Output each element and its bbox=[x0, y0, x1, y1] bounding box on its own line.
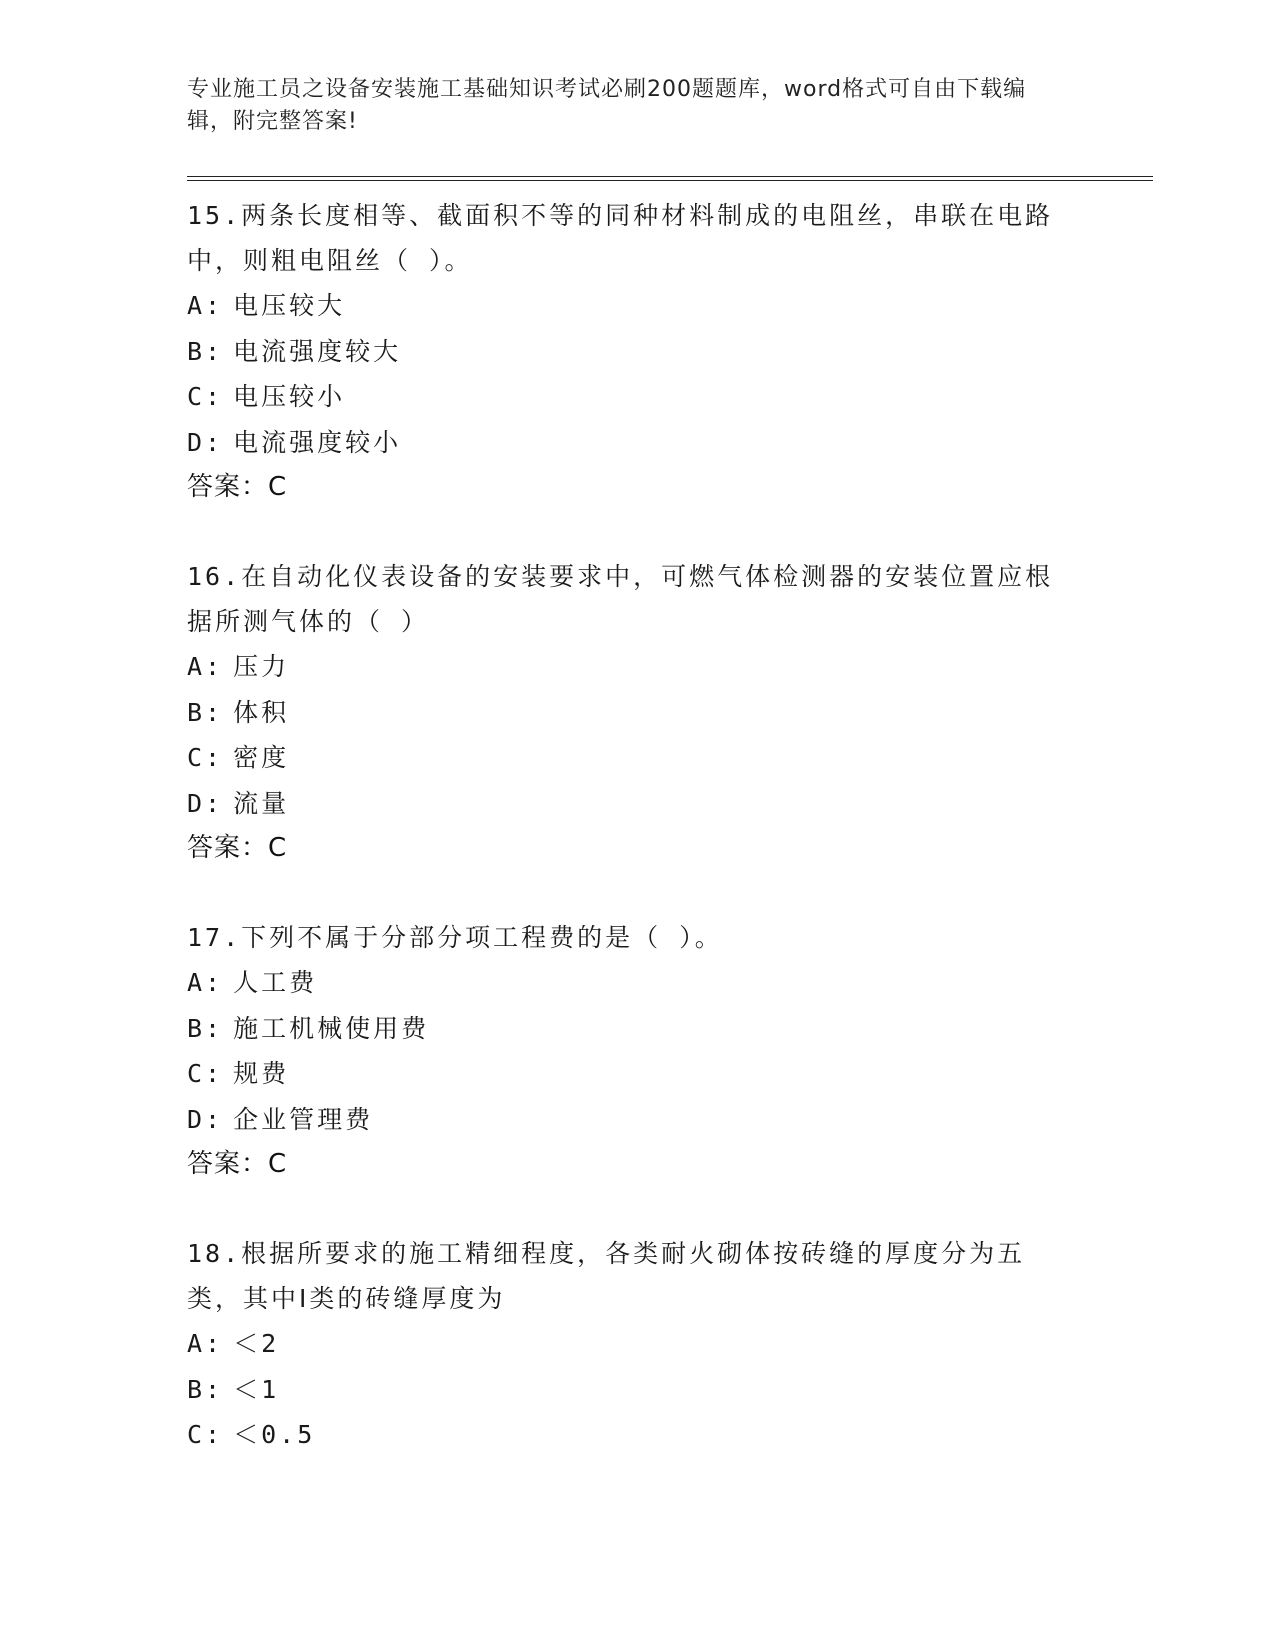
option-text: 体积 bbox=[233, 697, 290, 727]
option-letter: B: bbox=[187, 697, 224, 727]
option-list bbox=[187, 283, 1087, 465]
question-18 bbox=[187, 1231, 1087, 1458]
question-stem: 16.在自动化仪表设备的安装要求中，可燃气体检测器的安装位置应根据所测气体的（ ） bbox=[187, 562, 1054, 636]
option-letter: A: bbox=[187, 291, 224, 320]
option-d bbox=[187, 1097, 1087, 1143]
option-d bbox=[187, 420, 1087, 466]
option-letter: C: bbox=[187, 743, 224, 772]
option-d bbox=[187, 781, 1087, 827]
option-text: 电流强度较大 bbox=[233, 336, 402, 366]
option-text: 电压较小 bbox=[233, 382, 346, 411]
option-letter: A: bbox=[187, 1329, 224, 1358]
option-text: 电流强度较小 bbox=[233, 427, 402, 457]
option-text: 施工机械使用费 bbox=[233, 1013, 430, 1043]
option-a bbox=[187, 283, 1087, 329]
option-letter: B: bbox=[187, 1374, 224, 1404]
option-list bbox=[187, 1321, 1087, 1458]
option-letter: D: bbox=[187, 427, 224, 457]
question-16 bbox=[187, 554, 1087, 871]
option-letter: C: bbox=[187, 1420, 224, 1449]
option-text: 流量 bbox=[233, 788, 290, 818]
option-b bbox=[187, 1006, 1087, 1052]
option-list bbox=[187, 960, 1087, 1142]
option-list bbox=[187, 644, 1087, 826]
option-letter: A: bbox=[187, 652, 224, 681]
option-text: ＜0.5 bbox=[233, 1420, 316, 1449]
option-letter: B: bbox=[187, 1013, 224, 1043]
option-b bbox=[187, 1367, 1087, 1413]
option-b bbox=[187, 329, 1087, 375]
option-a bbox=[187, 1321, 1087, 1367]
question-17 bbox=[187, 915, 1087, 1187]
option-letter: D: bbox=[187, 1104, 224, 1134]
header-divider bbox=[187, 176, 1153, 181]
question-stem: 17.下列不属于分部分项工程费的是（ ）。 bbox=[187, 923, 723, 952]
option-text: 规费 bbox=[233, 1059, 290, 1088]
option-c bbox=[187, 1051, 1087, 1097]
option-letter: C: bbox=[187, 382, 224, 411]
option-text: 密度 bbox=[233, 743, 290, 772]
option-text: 电压较大 bbox=[233, 291, 346, 320]
answer-line: 答案：C bbox=[187, 1149, 288, 1179]
document-title: 专业施工员之设备安装施工基础知识考试必刷200题题库，word格式可自由下载编辑，附完整答案! bbox=[187, 77, 1027, 134]
option-letter: D: bbox=[187, 788, 224, 818]
option-text: ＜2 bbox=[233, 1329, 280, 1358]
option-c bbox=[187, 374, 1087, 420]
question-stem: 18.根据所要求的施工精细程度，各类耐火砌体按砖缝的厚度分为五类，其中Ⅰ类的砖缝厚度为 bbox=[187, 1239, 1026, 1313]
option-c bbox=[187, 735, 1087, 781]
option-c bbox=[187, 1412, 1087, 1458]
question-list bbox=[187, 193, 1087, 1502]
answer-line: 答案：C bbox=[187, 472, 288, 502]
option-letter: C: bbox=[187, 1059, 224, 1088]
answer-line: 答案：C bbox=[187, 833, 288, 863]
option-text: 企业管理费 bbox=[233, 1104, 374, 1134]
option-letter: A: bbox=[187, 968, 224, 997]
option-a bbox=[187, 644, 1087, 690]
option-text: 人工费 bbox=[233, 968, 318, 997]
option-b bbox=[187, 690, 1087, 736]
question-15 bbox=[187, 193, 1087, 510]
option-text: ＜1 bbox=[233, 1374, 280, 1404]
question-stem: 15.两条长度相等、截面积不等的同种材料制成的电阻丝，串联在电路中，则粗电阻丝（ ）。 bbox=[187, 201, 1054, 275]
option-a bbox=[187, 960, 1087, 1006]
option-letter: B: bbox=[187, 336, 224, 366]
option-text: 压力 bbox=[233, 652, 290, 681]
